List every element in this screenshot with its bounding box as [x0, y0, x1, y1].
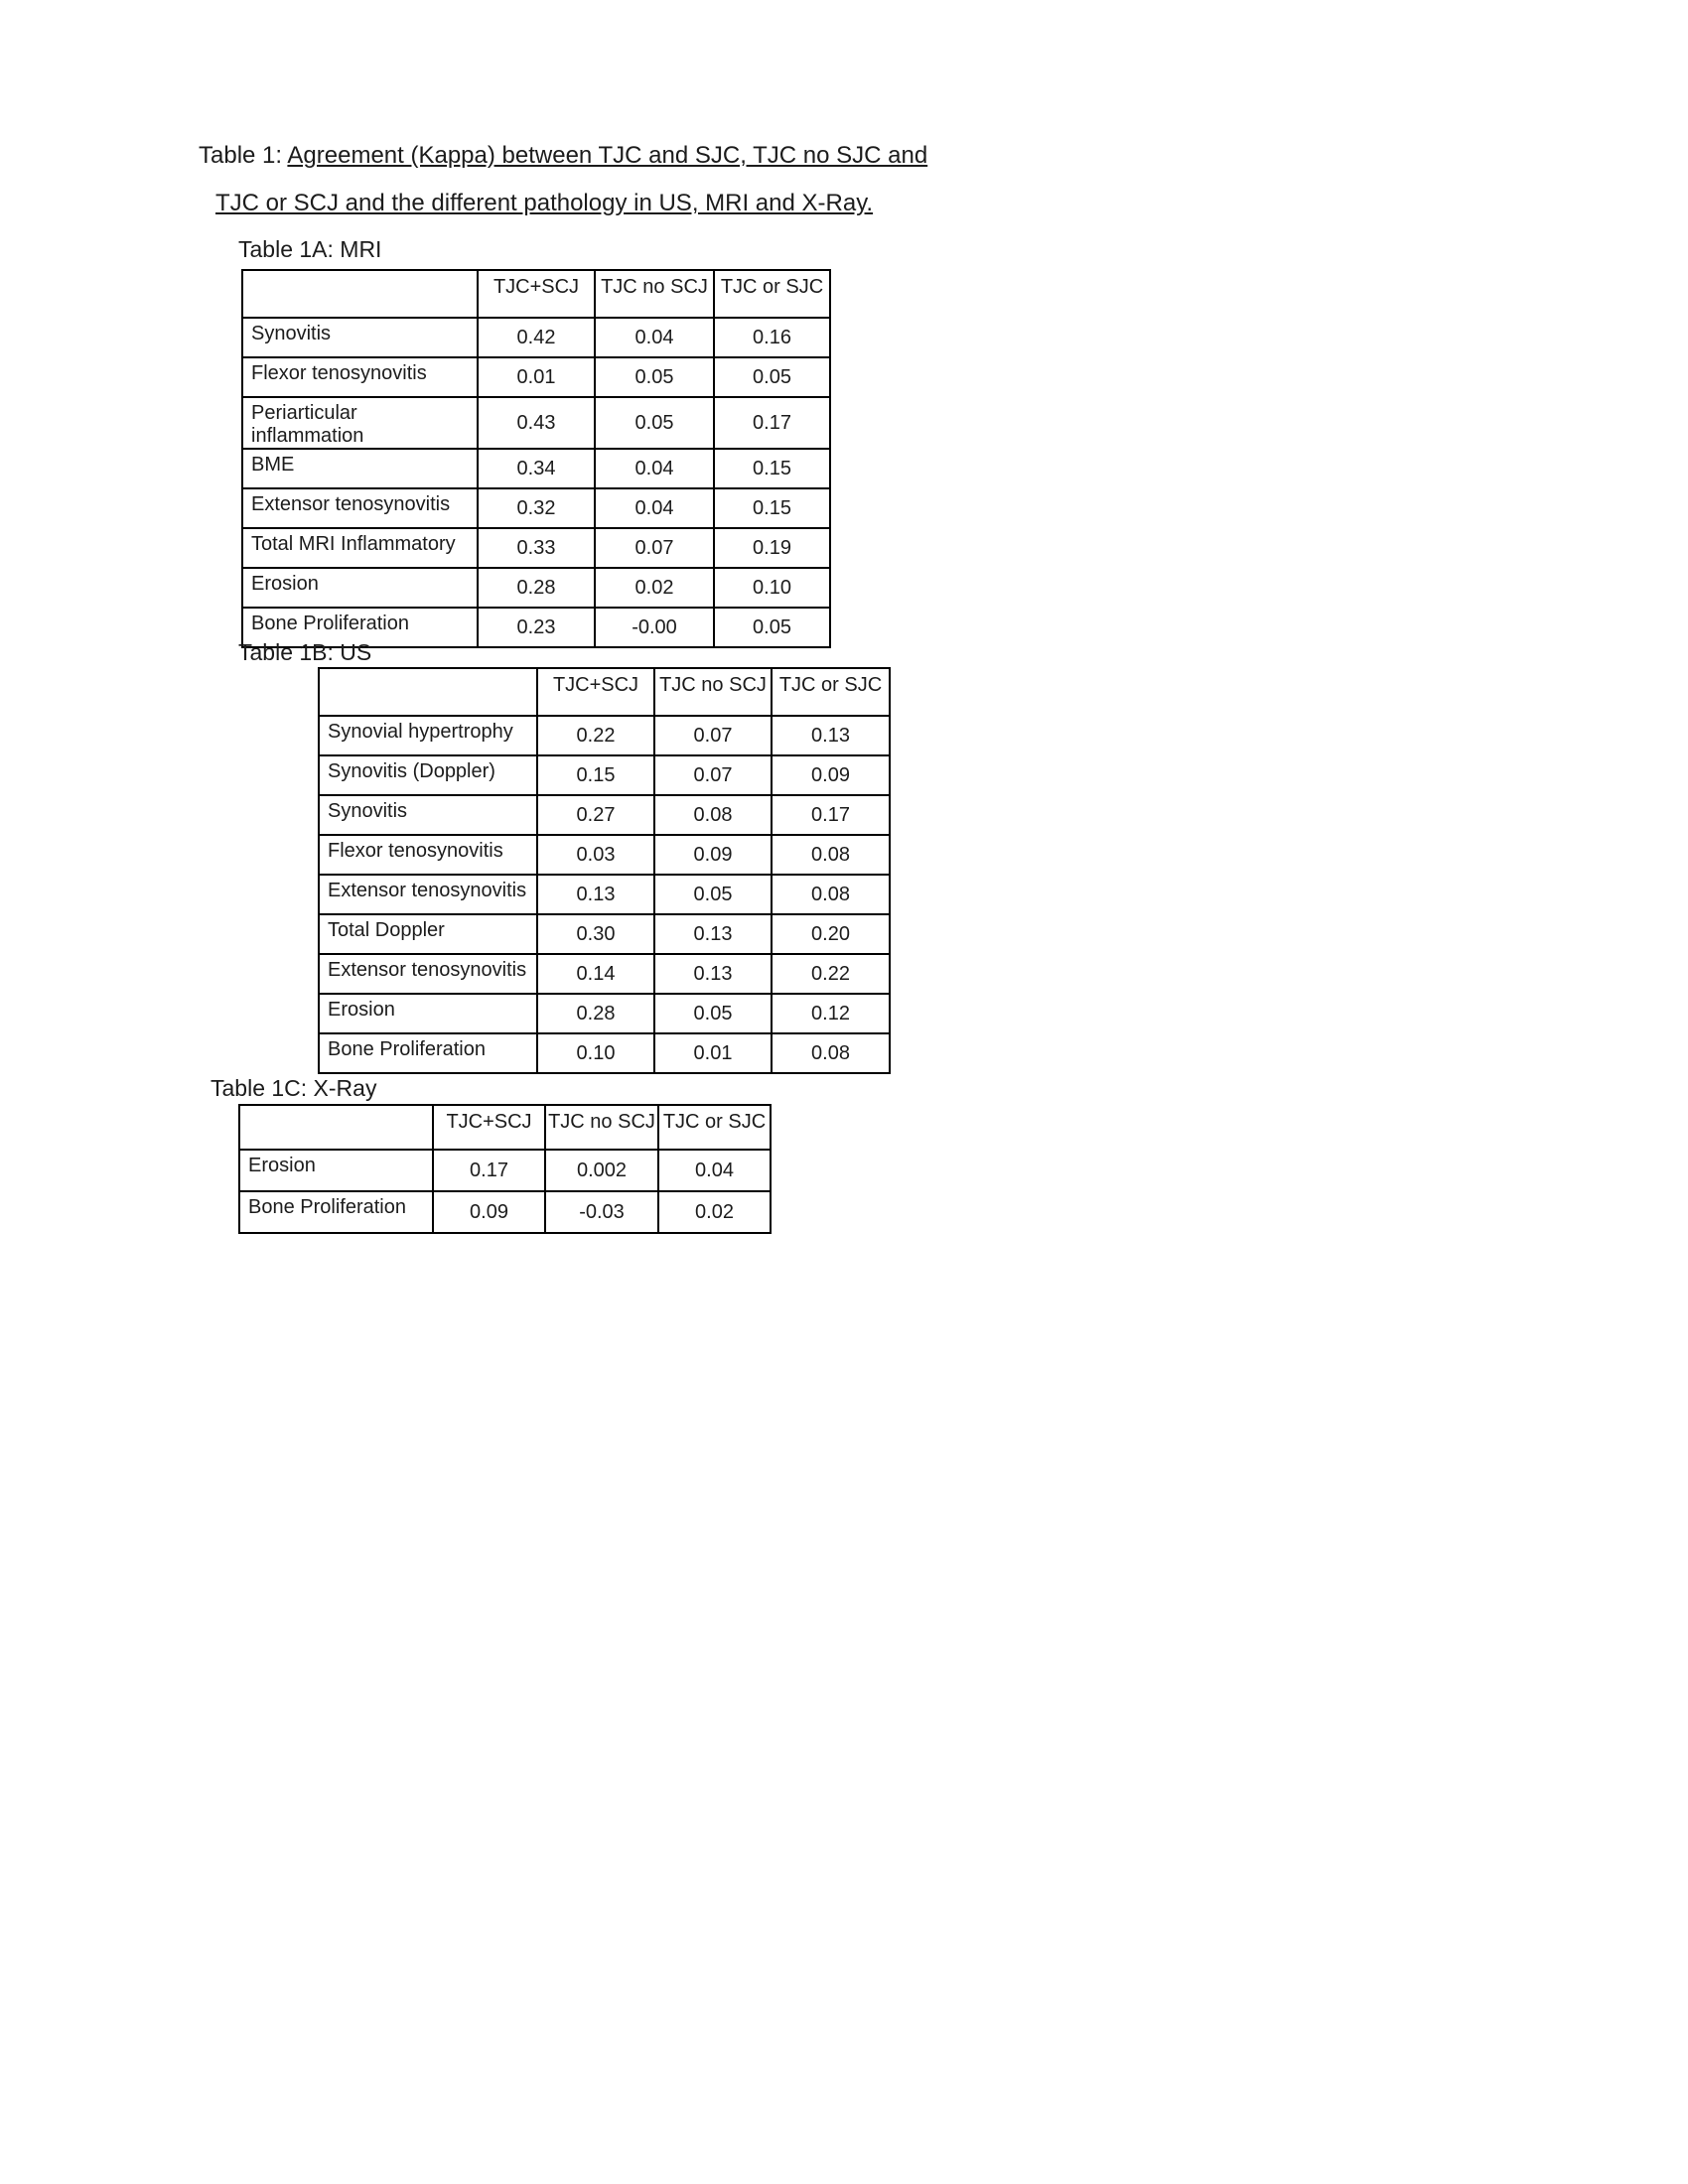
row-label: Bone Proliferation — [239, 1191, 433, 1233]
column-header: TJC+SCJ — [537, 668, 654, 716]
cell-value: 0.04 — [595, 449, 714, 488]
cell-value: 0.10 — [714, 568, 830, 608]
cell-value: 0.22 — [537, 716, 654, 755]
table-1b-caption: Table 1B: US — [238, 639, 372, 665]
cell-value: 0.07 — [654, 716, 772, 755]
row-label: Extensor tenosynovitis — [242, 488, 478, 528]
cell-value: 0.15 — [714, 449, 830, 488]
table-row — [242, 488, 830, 528]
table-row — [319, 994, 890, 1033]
cell-value: 0.04 — [595, 318, 714, 357]
cell-value: 0.32 — [478, 488, 595, 528]
table-row — [242, 449, 830, 488]
cell-value: 0.13 — [654, 954, 772, 994]
empty-header-cell — [239, 1105, 433, 1150]
column-header: TJC no SCJ — [654, 668, 772, 716]
cell-value: 0.20 — [772, 914, 890, 954]
cell-value: 0.07 — [595, 528, 714, 568]
cell-value: 0.23 — [478, 608, 595, 647]
cell-value: 0.08 — [772, 1033, 890, 1073]
cell-value: 0.13 — [537, 875, 654, 914]
cell-value: 0.19 — [714, 528, 830, 568]
table-1c-header-row — [239, 1105, 771, 1150]
cell-value: 0.08 — [772, 875, 890, 914]
cell-value: 0.17 — [714, 397, 830, 449]
cell-value: 0.03 — [537, 835, 654, 875]
cell-value: 0.07 — [654, 755, 772, 795]
cell-value: 0.002 — [545, 1150, 658, 1191]
table-1a-mri — [241, 269, 831, 648]
cell-value: 0.04 — [658, 1150, 771, 1191]
cell-value: 0.13 — [772, 716, 890, 755]
cell-value: 0.02 — [595, 568, 714, 608]
row-label: Total MRI Inflammatory — [242, 528, 478, 568]
cell-value: 0.05 — [595, 357, 714, 397]
cell-value: 0.43 — [478, 397, 595, 449]
page-title-continued — [215, 189, 873, 218]
cell-value: 0.05 — [714, 357, 830, 397]
cell-value: 0.33 — [478, 528, 595, 568]
row-label: Extensor tenosynovitis — [319, 875, 537, 914]
cell-value: 0.10 — [537, 1033, 654, 1073]
column-header: TJC no SCJ — [545, 1105, 658, 1150]
table-row — [319, 716, 890, 755]
cell-value: 0.42 — [478, 318, 595, 357]
cell-value: 0.15 — [537, 755, 654, 795]
table-row — [242, 397, 830, 449]
table-row — [319, 914, 890, 954]
row-label: Total Doppler — [319, 914, 537, 954]
cell-value: 0.02 — [658, 1191, 771, 1233]
cell-value: 0.08 — [772, 835, 890, 875]
empty-header-cell — [242, 270, 478, 318]
cell-value: 0.16 — [714, 318, 830, 357]
table-1a-header-row — [242, 270, 830, 318]
table-row — [242, 318, 830, 357]
table-row — [319, 795, 890, 835]
row-label: Erosion — [242, 568, 478, 608]
cell-value: 0.01 — [654, 1033, 772, 1073]
cell-value: 0.04 — [595, 488, 714, 528]
row-label: Synovial hypertrophy — [319, 716, 537, 755]
cell-value: 0.22 — [772, 954, 890, 994]
row-label: Periarticular inflammation — [242, 397, 478, 449]
column-header: TJC or SJC — [658, 1105, 771, 1150]
table-1b-us — [318, 667, 891, 1074]
cell-value: -0.03 — [545, 1191, 658, 1233]
cell-value: 0.13 — [654, 914, 772, 954]
table-1c-caption: Table 1C: X-Ray — [211, 1075, 377, 1101]
table-row — [239, 1150, 771, 1191]
page-title-line1: Agreement (Kappa) between TJC and SJC, TJC no SJC and — [287, 142, 928, 169]
column-header: TJC+SCJ — [433, 1105, 545, 1150]
column-header: TJC no SCJ — [595, 270, 714, 318]
row-label: Synovitis (Doppler) — [319, 755, 537, 795]
cell-value: 0.15 — [714, 488, 830, 528]
row-label: Erosion — [239, 1150, 433, 1191]
cell-value: 0.05 — [595, 397, 714, 449]
cell-value: 0.17 — [772, 795, 890, 835]
cell-value: 0.05 — [654, 994, 772, 1033]
page-title-prefix: Table 1: — [199, 142, 288, 169]
row-label: Bone Proliferation — [242, 608, 478, 647]
page-title — [199, 141, 927, 171]
cell-value: 0.05 — [654, 875, 772, 914]
table-row — [319, 875, 890, 914]
table-row — [319, 835, 890, 875]
cell-value: 0.30 — [537, 914, 654, 954]
cell-value: 0.08 — [654, 795, 772, 835]
cell-value: 0.05 — [714, 608, 830, 647]
table-1c-xray — [238, 1104, 772, 1234]
table-row — [242, 528, 830, 568]
table-row — [239, 1191, 771, 1233]
cell-value: 0.28 — [537, 994, 654, 1033]
cell-value: 0.12 — [772, 994, 890, 1033]
table-1a-caption: Table 1A: MRI — [238, 236, 382, 262]
row-label: Synovitis — [319, 795, 537, 835]
cell-value: 0.17 — [433, 1150, 545, 1191]
row-label: Erosion — [319, 994, 537, 1033]
row-label: Synovitis — [242, 318, 478, 357]
table-row — [242, 568, 830, 608]
table-row — [319, 755, 890, 795]
cell-value: 0.14 — [537, 954, 654, 994]
cell-value: -0.00 — [595, 608, 714, 647]
row-label: Bone Proliferation — [319, 1033, 537, 1073]
table-row — [319, 954, 890, 994]
cell-value: 0.34 — [478, 449, 595, 488]
row-label: Extensor tenosynovitis — [319, 954, 537, 994]
row-label: Flexor tenosynovitis — [242, 357, 478, 397]
cell-value: 0.28 — [478, 568, 595, 608]
cell-value: 0.09 — [433, 1191, 545, 1233]
cell-value: 0.09 — [654, 835, 772, 875]
cell-value: 0.01 — [478, 357, 595, 397]
table-row — [242, 357, 830, 397]
cell-value: 0.09 — [772, 755, 890, 795]
row-label: BME — [242, 449, 478, 488]
empty-header-cell — [319, 668, 537, 716]
table-row — [319, 1033, 890, 1073]
column-header: TJC or SJC — [714, 270, 830, 318]
column-header: TJC or SJC — [772, 668, 890, 716]
cell-value: 0.27 — [537, 795, 654, 835]
table-1b-header-row — [319, 668, 890, 716]
page-title-line2: TJC or SCJ and the different pathology in US, MRI and X-Ray. — [215, 190, 874, 216]
column-header: TJC+SCJ — [478, 270, 595, 318]
row-label: Flexor tenosynovitis — [319, 835, 537, 875]
